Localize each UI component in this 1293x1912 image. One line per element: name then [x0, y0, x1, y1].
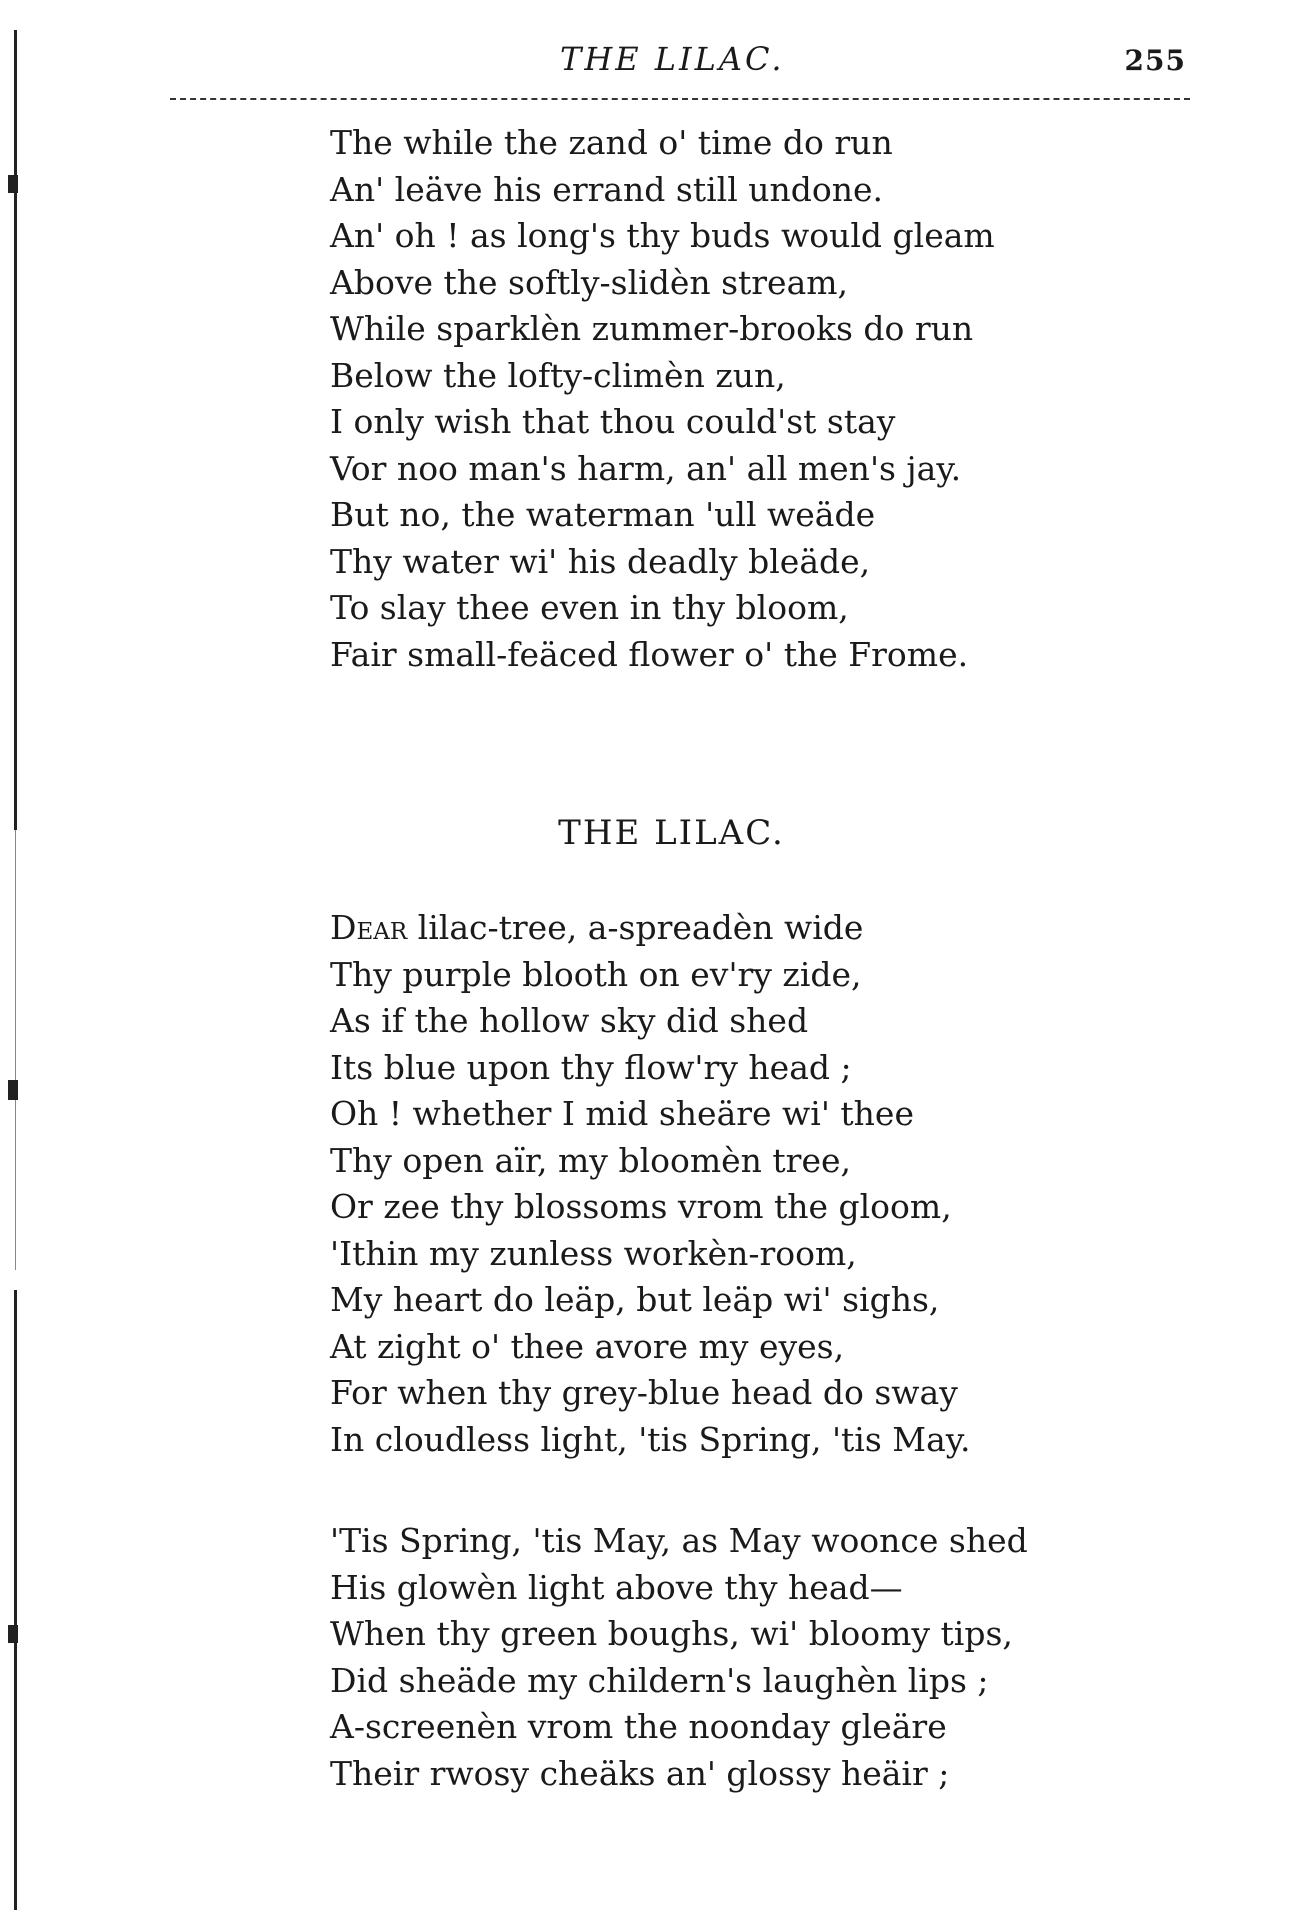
poem-line: Vor noo man's harm, an' all men's jay.	[330, 448, 962, 488]
page-header	[170, 40, 1190, 86]
poem-line: An' leäve his errand still undone.	[330, 169, 884, 209]
poem-first-line	[330, 905, 971, 952]
page-number: 255	[1124, 44, 1186, 77]
poem-line: But no, the waterman 'ull weäde	[330, 495, 876, 534]
poem-line: Above the softly-slidèn stream,	[330, 262, 849, 302]
poem-line: The while the zand o' time do run	[330, 123, 893, 162]
poem-line: When thy green boughs, wi' bloomy tips,	[330, 1614, 1013, 1653]
poem-line: 'Tis Spring, 'tis May, as May woonce shed	[330, 1521, 1028, 1560]
poem-line: A-screenèn vrom the noonday gleäre	[330, 1707, 947, 1746]
poem-line: I only wish that thou could'st stay	[330, 402, 896, 441]
poem-line: While sparklèn zummer-brooks do run	[330, 309, 974, 348]
poem-line: An' oh ! as long's thy buds would gleam	[330, 216, 995, 255]
book-binding-edge	[0, 0, 24, 1912]
continued-stanza	[330, 120, 995, 678]
drop-word: Dear	[330, 908, 408, 947]
poem-line: Thy purple blooth on ev'ry zide,	[330, 954, 862, 994]
poem-line: For when thy grey-blue head do sway	[330, 1373, 958, 1412]
poem-line: Thy water wi' his deadly bleäde,	[330, 541, 871, 581]
poem-line: Or zee thy blossoms vrom the gloom,	[330, 1187, 952, 1226]
poem-line: Oh ! whether I mid sheäre wi' thee	[330, 1094, 914, 1133]
first-line-rest: lilac-tree, a-spreadèn wide	[407, 908, 864, 947]
poem-line: His glowèn light above thy head—	[330, 1567, 903, 1607]
poem-line: Thy open aïr, my bloomèn tree,	[330, 1140, 852, 1180]
poem-stanza-1	[330, 905, 971, 1463]
poem-stanza-2	[330, 1518, 1028, 1797]
poem-title: THE LILAC.	[558, 813, 785, 853]
poem-line: Did sheäde my childern's laughèn lips ;	[330, 1660, 989, 1700]
poem-line: Fair small-feäced flower o' the Frome.	[330, 634, 969, 674]
poem-line: Its blue upon thy flow'ry head ;	[330, 1047, 852, 1087]
poem-line: My heart do leäp, but leäp wi' sighs,	[330, 1280, 940, 1319]
poem-line: At zight o' thee avore my eyes,	[330, 1326, 845, 1366]
poem-line: In cloudless light, 'tis Spring, 'tis May.	[330, 1419, 971, 1459]
poem-line: 'Ithin my zunless workèn-room,	[330, 1233, 857, 1273]
running-title: THE LILAC.	[560, 40, 785, 78]
poem-line: To slay thee even in thy bloom,	[330, 588, 849, 627]
poem-line: As if the hollow sky did shed	[330, 1001, 809, 1040]
poem-line: Their rwosy cheäks an' glossy heäir ;	[330, 1753, 950, 1793]
poem-line: Below the lofty-climèn zun,	[330, 355, 786, 395]
header-rule	[170, 98, 1190, 100]
